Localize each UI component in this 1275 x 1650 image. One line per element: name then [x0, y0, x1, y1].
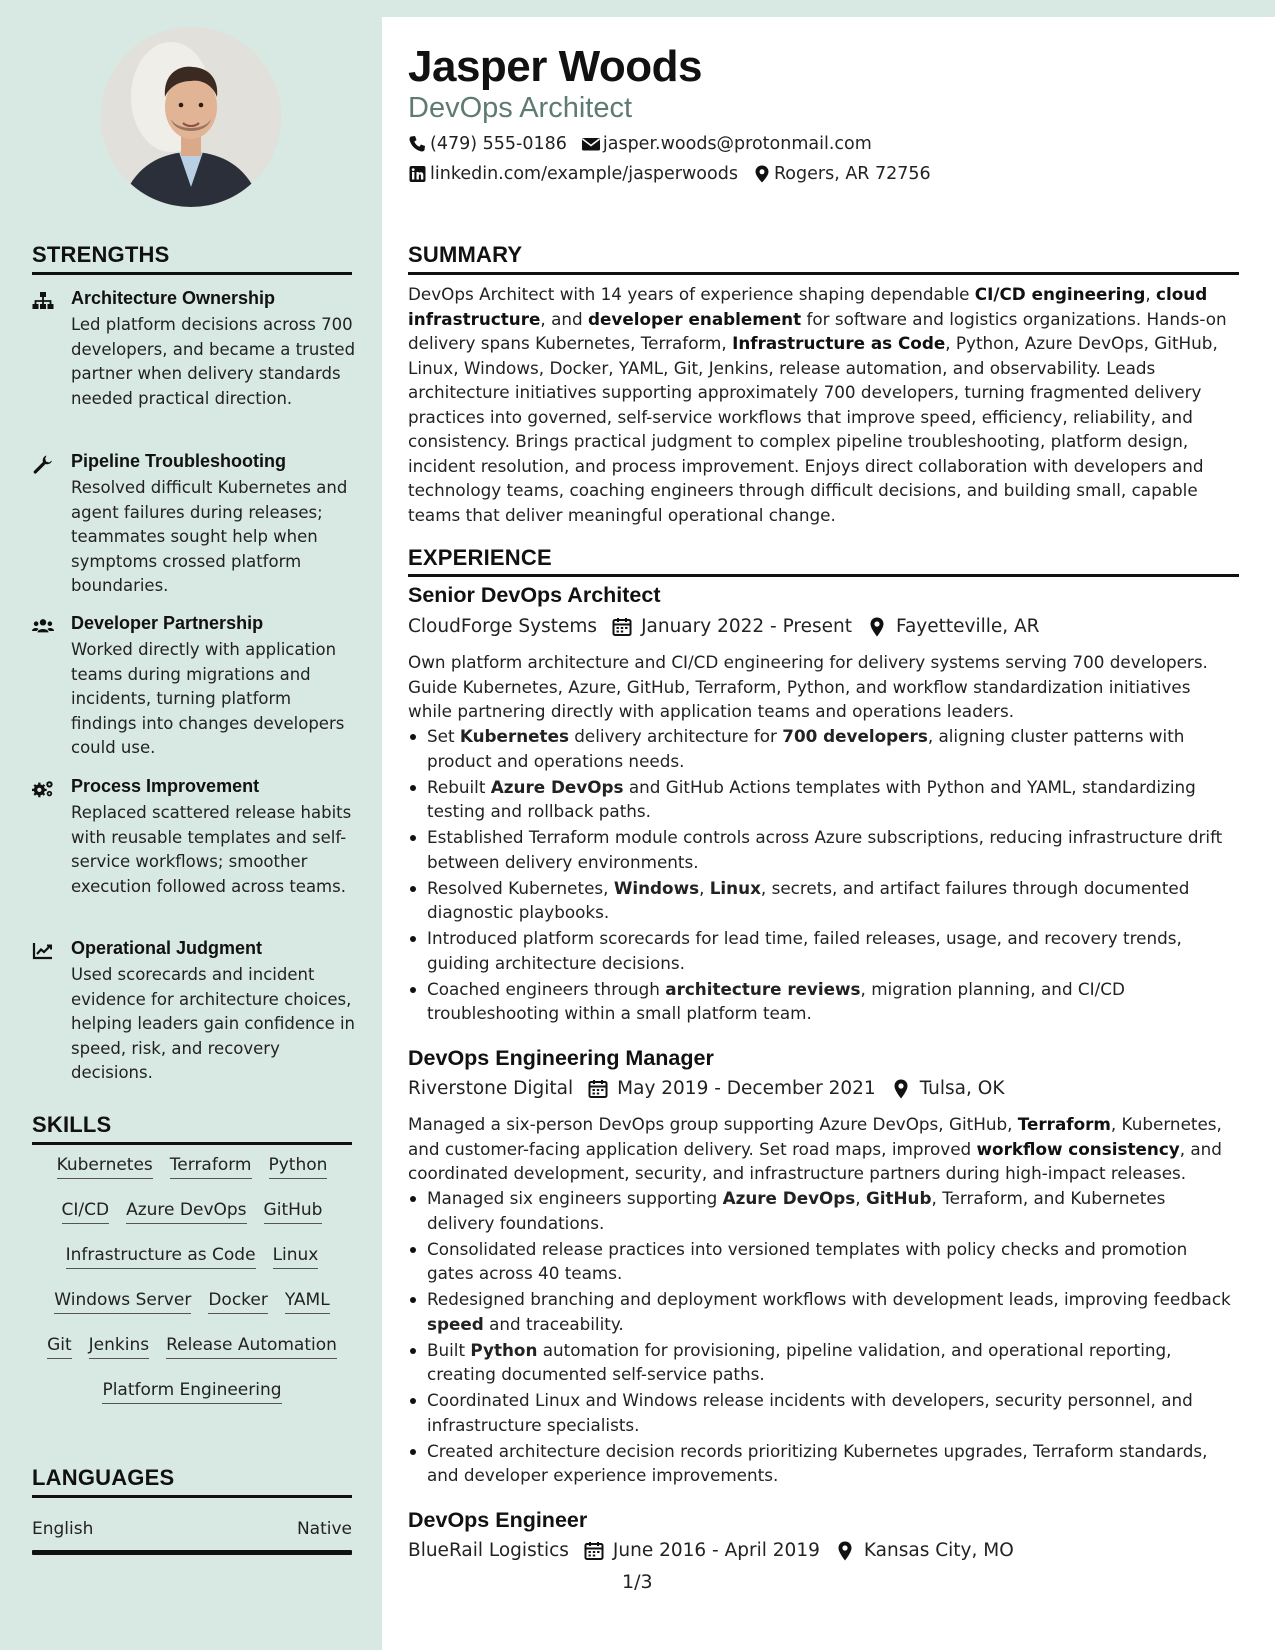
text-run: , secrets, and artifact failures through documented diagnostic playbooks. [427, 877, 1190, 922]
job-location: Tulsa, OK [919, 1078, 1005, 1099]
job-location: Fayetteville, AR [896, 616, 1040, 637]
text-run: Established Terraform module controls across Azure subscriptions, reducing infrastructure drift between delivery environments. [427, 827, 1223, 872]
strength-item [32, 451, 352, 601]
bold-text: architecture reviews [665, 978, 861, 999]
bold-text: Linux [709, 877, 761, 898]
skills-row [32, 1335, 352, 1380]
map-pin-icon [834, 1541, 856, 1561]
phone-text[interactable]: (479) 555-0186 [430, 134, 567, 154]
calendar-icon [611, 617, 633, 637]
skill-tag: Infrastructure as Code [66, 1245, 256, 1269]
calendar-icon [583, 1541, 605, 1561]
skill-tag: Jenkins [89, 1335, 149, 1359]
bullet-item [408, 977, 1238, 1026]
job-company: CloudForge Systems [408, 616, 598, 637]
text-run: Rebuilt [427, 776, 491, 797]
skills-row [32, 1200, 352, 1245]
text-run: , Python, Azure DevOps, GitHub, Linux, Windows, Docker, YAML, Git, Jenkins, release automation, and observability. Leads architecture initiatives supporting approximately 700 developers, turning fragmented delivery practices into governed, self-service workflows that improve speed, efficiency, reliability, and consistency. Brings practical judgment to complex pipeline troubleshooting, platform design, incident resolution, and process improvement. Enjoys direct collaboration with developers and technology teams, coaching engineers through difficult decisions, and building small, capable teams that deliver meaningful operational change. [408, 333, 1218, 525]
skills-title: SKILLS [32, 1112, 112, 1137]
strength-desc: Led platform decisions across 700 developers, and became a trusted partner when delivery standards needed practical direction. [71, 315, 356, 408]
map-pin-icon [866, 617, 888, 637]
bullet-item [408, 926, 1238, 975]
text-run: delivery architecture for [568, 726, 783, 746]
bold-text: speed [427, 1313, 484, 1334]
job-company: BlueRail Logistics [408, 1540, 569, 1561]
job-bullets [408, 724, 1238, 1027]
skill-tag: Windows Server [54, 1290, 191, 1314]
email-link[interactable]: jasper.woods@protonmail.com [602, 134, 872, 154]
bullet-item [408, 876, 1238, 925]
text-run: Created architecture decision records prioritizing Kubernetes upgrades, Terraform standards, and developer experience improvements. [427, 1440, 1208, 1485]
bullet-item [408, 825, 1238, 874]
bullet-item [408, 1388, 1238, 1437]
bold-text: Azure DevOps [722, 1188, 856, 1208]
text-run: , and [540, 308, 588, 329]
skill-tag: CI/CD [62, 1200, 110, 1224]
skill-tag: Terraform [170, 1155, 252, 1179]
contact-linkedin [408, 164, 738, 184]
bold-text: Terraform [1017, 1114, 1111, 1134]
text-run: Managed a six-person DevOps group supporting Azure DevOps, GitHub, [408, 1114, 1018, 1134]
bold-text: Python [470, 1339, 538, 1360]
bullet-item [408, 1338, 1238, 1387]
job-meta [408, 1078, 1004, 1099]
strengths-rule [32, 272, 352, 275]
skills-row [32, 1290, 352, 1335]
strength-desc: Worked directly with application teams during migrations and incidents, turning platform findings into changes developers could use. [71, 640, 345, 757]
bullet-item [408, 775, 1238, 824]
bold-text: workflow consistency [976, 1138, 1180, 1159]
summary-title: SUMMARY [408, 242, 523, 267]
map-pin-icon [890, 1079, 912, 1099]
text-run: Coached engineers through [427, 978, 666, 999]
job-title: DevOps Engineering Manager [408, 1046, 714, 1070]
text-run: for software and logistics organizations. Hands-on delivery spans Kubernetes, Terraform, [408, 308, 1227, 353]
job-meta [408, 616, 1040, 637]
job-location: Kansas City, MO [863, 1540, 1014, 1561]
text-run: , aligning cluster patterns with product and operations needs. [427, 726, 1185, 771]
bold-text: GitHub [865, 1188, 932, 1208]
skills-rule [32, 1142, 352, 1145]
linkedin-link[interactable]: linkedin.com/example/jasperwoods [430, 164, 738, 184]
text-run: , [1145, 284, 1157, 304]
skills-list [32, 1155, 352, 1425]
bold-text: cloud infrastructure [408, 284, 1208, 329]
skill-tag: Docker [208, 1290, 268, 1314]
summary-text [408, 282, 1238, 527]
bullet-item [408, 1287, 1238, 1336]
gears-icon [32, 779, 56, 799]
strength-item [32, 288, 356, 438]
candidate-role: DevOps Architect [408, 92, 633, 124]
languages-rule [32, 1495, 352, 1498]
text-run: Own platform architecture and CI/CD engineering for delivery systems serving 700 developers. Guide Kubernetes, Azure, GitHub, Terraform, Python, and workflow standardization initiatives while partnering directly with application teams and operations leaders. [408, 652, 1208, 721]
text-run: and GitHub Actions templates with Python and YAML, standardizing testing and rollback paths. [427, 776, 1196, 821]
bold-text: 700 developers [782, 726, 928, 746]
skill-tag: Git [47, 1335, 72, 1359]
text-run: Managed six engineers supporting [427, 1188, 723, 1208]
skills-row [32, 1155, 352, 1200]
skill-tag: Linux [273, 1245, 319, 1269]
chart-line-icon [32, 941, 56, 961]
contact-phone [408, 134, 567, 154]
bullet-item [408, 1186, 1238, 1235]
map-pin-icon [752, 165, 772, 183]
skills-row [32, 1245, 352, 1290]
text-run: , [699, 877, 710, 898]
contact-row [408, 134, 886, 154]
text-run: Built [427, 1339, 471, 1360]
bold-text: Windows [613, 877, 700, 898]
skill-tag: YAML [285, 1290, 330, 1314]
experience-title: EXPERIENCE [408, 545, 552, 570]
location-text: Rogers, AR 72756 [773, 164, 931, 184]
linkedin-icon [408, 165, 428, 183]
skill-tag: GitHub [264, 1200, 323, 1224]
skill-tag: Kubernetes [57, 1155, 153, 1179]
profile-photo [101, 27, 281, 207]
strength-item [32, 776, 352, 926]
text-run: , Kubernetes, and customer-facing application delivery. Set road maps, improved [408, 1114, 1222, 1159]
bullet-item [408, 1237, 1238, 1286]
skill-tag: Azure DevOps [126, 1200, 246, 1224]
job-dates: January 2022 - Present [641, 616, 853, 637]
experience-rule [408, 574, 1239, 577]
job-title: DevOps Engineer [408, 1508, 588, 1532]
avatar [101, 27, 281, 207]
page-number: 1/3 [622, 1571, 653, 1593]
text-run: Resolved Kubernetes, [427, 877, 614, 898]
wrench-icon [32, 454, 56, 474]
strength-title: Developer Partnership [71, 613, 264, 633]
bold-text: Infrastructure as Code [732, 333, 946, 353]
strength-title: Operational Judgment [71, 938, 263, 958]
text-run: , [855, 1188, 866, 1208]
bold-text: developer enablement [588, 308, 802, 329]
summary-rule [408, 272, 1239, 275]
strength-item [32, 613, 352, 763]
sitemap-icon [32, 291, 56, 311]
calendar-icon [587, 1079, 609, 1099]
languages-title: LANGUAGES [32, 1465, 175, 1490]
job-intro [408, 1112, 1238, 1186]
contact-location [752, 164, 931, 184]
text-run: Set [427, 726, 460, 746]
job-intro [408, 650, 1238, 724]
skill-tag: Platform Engineering [102, 1380, 281, 1404]
language-name: English [32, 1519, 94, 1539]
contact-email [581, 134, 872, 154]
language-level: Native [296, 1519, 352, 1539]
text-run: , and coordinated development, security, and infrastructure partners during high-impact releases. [408, 1138, 1222, 1183]
strength-desc: Used scorecards and incident evidence for architecture choices, helping leaders gain confidence in speed, risk, and recovery decisions. [71, 965, 356, 1082]
users-icon [32, 616, 56, 636]
strength-title: Pipeline Troubleshooting [71, 451, 287, 471]
strength-desc: Replaced scattered release habits with reusable templates and self-service workflows; smoother execution followed across teams. [71, 803, 352, 896]
bold-text: Azure DevOps [490, 776, 624, 797]
job-company: Riverstone Digital [408, 1078, 574, 1099]
phone-icon [408, 135, 428, 153]
strength-title: Process Improvement [71, 776, 260, 796]
skill-tag: Release Automation [166, 1335, 337, 1359]
text-run: Introduced platform scorecards for lead time, failed releases, usage, and recovery trends, guiding architecture decisions. [427, 928, 1182, 973]
candidate-name: Jasper Woods [408, 42, 702, 91]
bold-text: CI/CD engineering [974, 284, 1146, 304]
contact-row [408, 164, 945, 184]
envelope-icon [581, 135, 601, 153]
strength-item [32, 938, 356, 1088]
bold-text: Kubernetes [459, 726, 569, 746]
text-run: Coordinated Linux and Windows release incidents with developers, security personnel, and infrastructure specialists. [427, 1390, 1193, 1435]
job-title: Senior DevOps Architect [408, 583, 661, 607]
text-run: DevOps Architect with 14 years of experience shaping dependable [408, 284, 975, 304]
strength-desc: Resolved difficult Kubernetes and agent failures during releases; teammates sought help when symptoms crossed platform boundaries. [71, 478, 348, 595]
text-run: and traceability. [483, 1313, 624, 1334]
job-dates: June 2016 - April 2019 [612, 1540, 820, 1561]
language-level-bar [32, 1550, 352, 1555]
text-run: Redesigned branching and deployment workflows with development leads, improving feedback [427, 1289, 1231, 1309]
job-meta [408, 1540, 1014, 1561]
strength-title: Architecture Ownership [71, 288, 276, 308]
job-bullets [408, 1186, 1238, 1489]
text-run: , migration planning, and CI/CD troubleshooting within a small platform team. [427, 978, 1125, 1023]
text-run: automation for provisioning, pipeline validation, and operational reporting, creating documented self-service paths. [427, 1339, 1172, 1384]
bullet-item [408, 1439, 1238, 1488]
bullet-item [408, 724, 1238, 773]
text-run: , Terraform, and Kubernetes delivery foundations. [427, 1188, 1166, 1233]
strengths-title: STRENGTHS [32, 242, 170, 267]
skill-tag: Python [269, 1155, 328, 1179]
text-run: Consolidated release practices into versioned templates with policy checks and promotion gates across 40 teams. [427, 1238, 1188, 1283]
job-dates: May 2019 - December 2021 [617, 1078, 876, 1099]
skills-row [32, 1380, 352, 1425]
